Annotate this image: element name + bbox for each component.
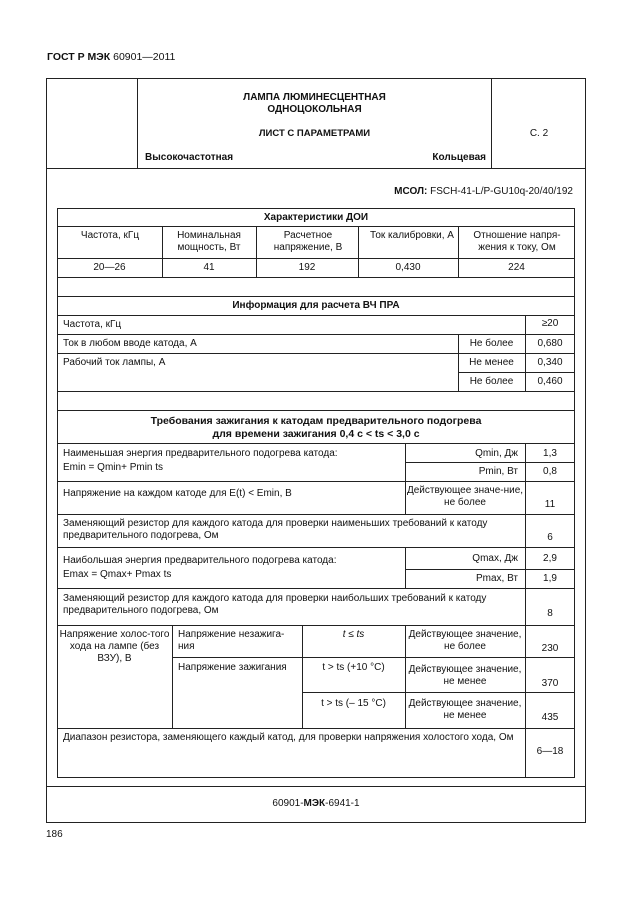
title-block-right-rule — [491, 78, 492, 169]
footer-rule — [46, 786, 586, 787]
non-ignition-value: 230 — [541, 643, 559, 654]
value-voltage: 192 — [298, 262, 316, 273]
qmax-value: 2,9 — [543, 553, 557, 564]
lamp-current-max-condition: Не более — [469, 376, 514, 387]
characteristics-title: Характеристики ДОИ — [263, 212, 369, 223]
value-current: 0,430 — [395, 262, 421, 273]
qmax-label: Qmax, Дж — [472, 553, 518, 564]
resistor-range-value: 6—18 — [536, 746, 564, 757]
value-frequency: 20—26 — [93, 262, 126, 273]
pmin-value: 0,8 — [543, 466, 557, 477]
sheet-title: ЛИСТ С ПАРАМЕТРАМИ — [258, 128, 371, 139]
ignition-value-warm: 370 — [541, 678, 559, 689]
col-header-frequency: Частота, кГц — [80, 230, 140, 241]
non-ignition-time-condition: t ≤ ts — [342, 629, 365, 640]
cathode-voltage-value: 11 — [544, 499, 556, 510]
ignition-voltage-label: Напряжение зажигания — [178, 662, 287, 673]
document-header — [47, 51, 175, 63]
resistor-min-value: 6 — [547, 532, 553, 543]
pmax-value: 1,9 — [543, 573, 557, 584]
col-header-ratio: Отношение напря-жения к току, Ом — [473, 230, 561, 253]
cathode-voltage-label: Напряжение на каждом катоде для E(t) < Emin, В — [63, 488, 292, 499]
ignition-requirement-cold: Действующее значение, не менее — [408, 698, 522, 721]
ballast-frequency-value: ≥20 — [541, 318, 559, 329]
col-header-power: Номинальная мощность, Вт — [177, 230, 241, 253]
cathode-voltage-condition: Действующее значе-ние, не более — [406, 485, 524, 508]
lamp-title-line1: ЛАМПА ЛЮМИНЕСЦЕНТНАЯ — [243, 92, 386, 103]
page-number: 186 — [46, 829, 63, 840]
title-block-bottom-rule — [46, 168, 586, 169]
page-reference: С. 2 — [529, 128, 549, 139]
emin-formula: Emin = Qmin+ Pmin ts — [63, 462, 164, 473]
value-ratio: 224 — [508, 262, 525, 273]
cathode-current-label: Ток в любом вводе катода, А — [63, 338, 197, 349]
qmin-label: Qmin, Дж — [475, 448, 518, 459]
ignition-requirement-warm: Действующее значение, не менее — [408, 664, 522, 687]
ignition-title-line1: Требования зажигания к катодам предварительного подогрева — [150, 415, 482, 427]
resistor-range-label: Диапазон резистора, заменяющего каждый катод, для проверки напряжения холостого хода, Ом — [63, 732, 514, 743]
standard-designation: ГОСТ Р МЭК — [47, 51, 111, 63]
lamp-type-right: Кольцевая — [432, 152, 486, 163]
resistor-max-value: 8 — [547, 608, 553, 619]
non-ignition-voltage-label: Напряжение незажига-ния — [178, 629, 285, 652]
resistor-min-label: Заменяющий резистор для каждого катода для проверки наименьших требований к катоду предварительного подогрева, Ом — [63, 518, 488, 541]
resistor-max-label: Заменяющий резистор для каждого катода для проверки наибольших требований к катоду предварительного подогрева, Ом — [63, 593, 487, 616]
lamp-current-min-condition: Не менее — [469, 357, 514, 368]
emax-label: Наибольшая энергия предварительного подогрева катода: — [63, 555, 337, 566]
col-header-voltage: Расчетное напряжение, В — [273, 230, 343, 253]
lamp-current-max-value: 0,460 — [537, 376, 563, 387]
lamp-code-label: МСОЛ: — [394, 186, 428, 197]
lamp-title-line2: ОДНОЦОКОЛЬНАЯ — [267, 104, 362, 115]
pmax-label: Pmax, Вт — [475, 573, 518, 584]
pmin-label: Pmin, Вт — [478, 466, 518, 477]
emin-label: Наименьшая энергия предварительного подогрева катода: — [63, 448, 338, 459]
value-power: 41 — [203, 262, 215, 273]
lamp-current-label: Рабочий ток лампы, А — [63, 357, 166, 368]
ignition-condition-cold: t > ts (– 15 °С) — [321, 698, 386, 709]
ignition-condition-warm: t > ts (+10 °С) — [322, 662, 385, 673]
qmin-value: 1,3 — [543, 448, 557, 459]
emax-formula: Emax = Qmax+ Pmax ts — [63, 569, 172, 580]
ignition-value-cold: 435 — [541, 712, 559, 723]
lamp-type-left: Высокочастотная — [145, 152, 234, 163]
lamp-code — [200, 186, 573, 198]
open-circuit-voltage-label: Напряжение холос-того хода на лампе (без ВЗУ), В — [59, 629, 170, 664]
cathode-current-value: 0,680 — [537, 338, 563, 349]
ballast-frequency-label: Частота, кГц — [63, 319, 122, 330]
non-ignition-requirement: Действующее значение, не более — [408, 629, 522, 652]
footer-code: 60901-МЭК-6941-1 — [272, 798, 360, 809]
lamp-code-value: FSCH-41-L/P-GU10q-20/40/192 — [430, 186, 573, 197]
cathode-current-condition: Не более — [469, 338, 514, 349]
standard-number: 60901—2011 — [113, 51, 176, 63]
ballast-title: Информация для расчета ВЧ ПРА — [232, 300, 400, 311]
col-header-current: Ток калибровки, А — [370, 230, 454, 241]
ignition-title-line2: для времени зажигания 0,4 с < ts < 3,0 с — [212, 428, 420, 440]
lamp-current-min-value: 0,340 — [537, 357, 563, 368]
